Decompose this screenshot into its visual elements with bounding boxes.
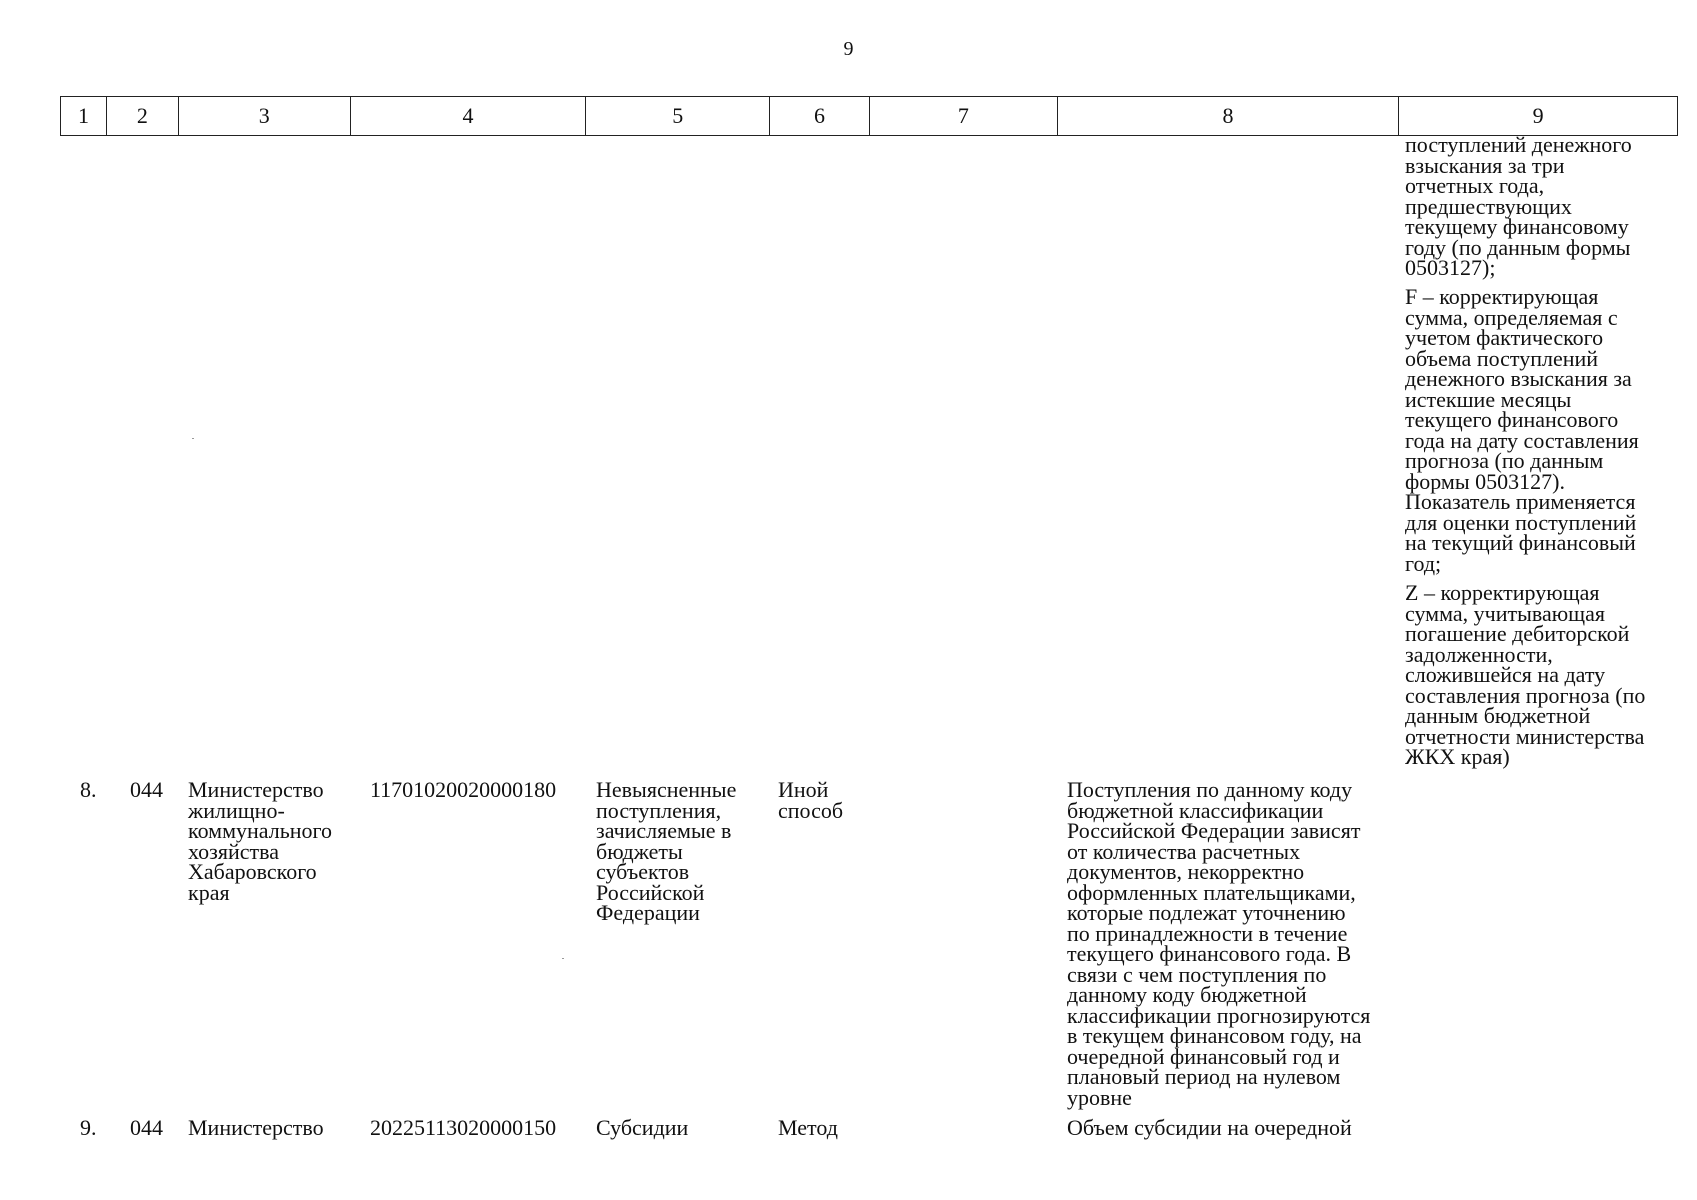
table-header-row bbox=[60, 96, 1678, 136]
forecast-method: Метод bbox=[778, 1115, 838, 1140]
admin-code: 044 bbox=[130, 777, 163, 802]
header-cell-2: 2 bbox=[107, 97, 179, 135]
admin-code: 044 bbox=[130, 1115, 163, 1140]
col9-z-definition: Z – корректирующая сумма, учитывающая погашение дебиторской задолженности, сложившейся на дату составления прогноза (по данным бюджетной отчетности министерства ЖКХ края) bbox=[1405, 580, 1646, 769]
scan-speck bbox=[192, 438, 194, 439]
page-number: 9 bbox=[843, 38, 854, 60]
budget-classification-code: 20225113020000150 bbox=[370, 1115, 557, 1140]
method-description: Поступления по данному коду бюджетной классификации Российской Федерации зависят от количества расчетных документов, некорректно оформленных плательщиками, которые подлежат уточнению по принадлежности в течение текущего финансового года. В связи с чем поступления по данному коду бюджетной классификации прогнозируются в текущем финансовом году, на очередной финансовый год и плановый период на нулевом уровне bbox=[1067, 777, 1371, 1110]
header-cell-3: 3 bbox=[179, 97, 351, 135]
row-number: 9. bbox=[80, 1115, 97, 1140]
header-cell-5: 5 bbox=[586, 97, 770, 135]
col9-continuation-paragraph: поступлений денежного взыскания за три отчетных года, предшествующих текущему финансовому году (по данным формы 0503127); bbox=[1405, 132, 1632, 280]
forecast-method: Иной способ bbox=[778, 777, 844, 823]
method-description: Объем субсидии на очередной bbox=[1067, 1115, 1352, 1140]
header-cell-4: 4 bbox=[351, 97, 587, 135]
revenue-name: Субсидии bbox=[596, 1115, 689, 1140]
administrator-name: Министерство жилищно- коммунального хозяйства Хабаровского края bbox=[188, 777, 332, 905]
header-cell-9: 9 bbox=[1532, 103, 1544, 128]
row-number: 8. bbox=[80, 777, 97, 802]
revenue-name: Невыясненные поступления, зачисляемые в бюджеты субъектов Российской Федерации bbox=[596, 777, 737, 925]
col9-f-definition: F – корректирующая сумма, определяемая с учетом фактического объема поступлений денежного взыскания за истекшие месяцы текущего финансового года на дату составления прогноза (по данным формы 0503127). Показатель применяется для оценки поступлений на текущий финансовый год; bbox=[1405, 284, 1639, 576]
header-cell-8: 8 bbox=[1058, 97, 1400, 135]
administrator-name: Министерство bbox=[188, 1115, 324, 1140]
budget-classification-code: 11701020020000180 bbox=[370, 777, 557, 802]
header-cell-6: 6 bbox=[770, 97, 870, 135]
header-cell-7: 7 bbox=[870, 97, 1058, 135]
header-cell-1: 1 bbox=[61, 97, 107, 135]
scan-speck bbox=[562, 958, 564, 959]
